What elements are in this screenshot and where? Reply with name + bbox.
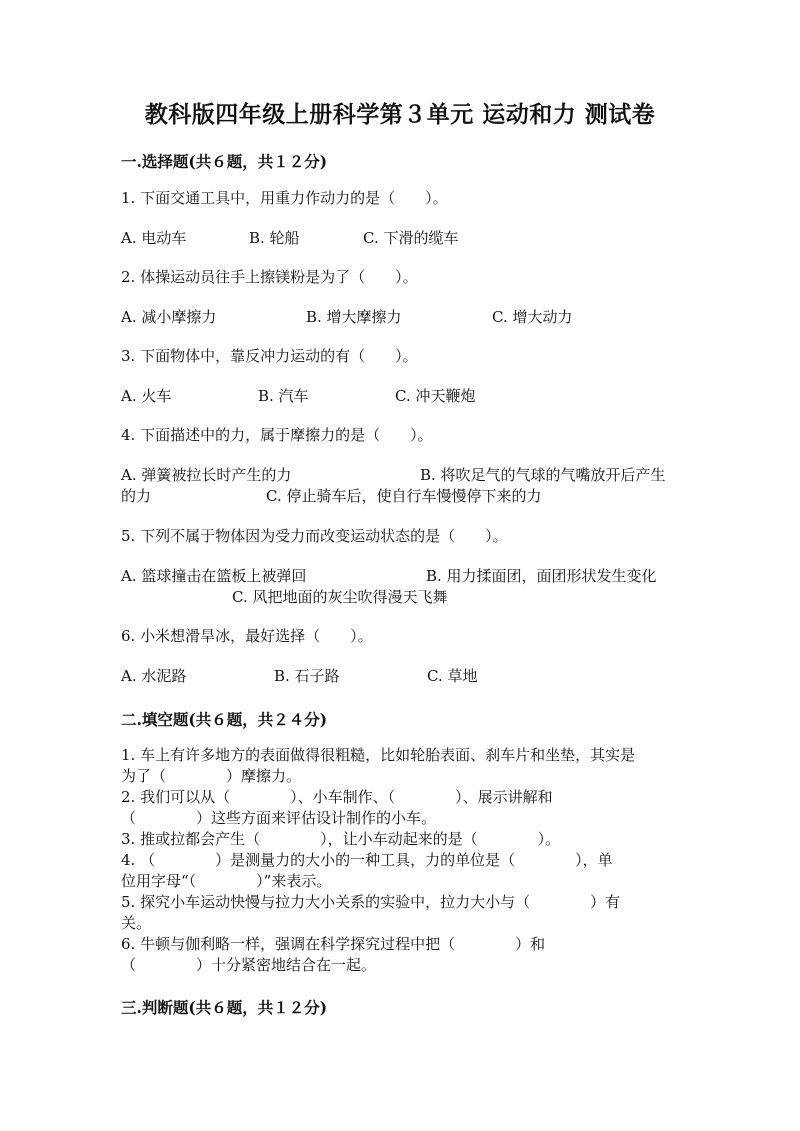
question-option-continuation: 的力: [121, 487, 152, 505]
question-stem: 2. 体操运动员往手上擦镁粉是为了（ ）。: [121, 268, 418, 286]
fill-in-line: 位用字母“（ ）”来表示。: [121, 872, 332, 890]
question-option: B. 将吹足气的气球的气嘴放开后产生: [420, 466, 666, 484]
page-title: 教科版四年级上册科学第３单元 运动和力 测试卷: [144, 101, 656, 128]
question-option: B. 用力揉面团，面团形状发生变化: [426, 567, 657, 585]
fill-in-line: （ ）这些方面来评估设计制作的小车。: [121, 809, 437, 827]
question-option: B. 石子路: [274, 667, 340, 685]
question-stem: 3. 下面物体中，靠反冲力运动的有（ ）。: [121, 347, 418, 365]
question-stem: 5. 下列不属于物体因为受力而改变运动状态的是（ ）。: [121, 527, 508, 545]
question-option: C. 冲天鞭炮: [395, 387, 476, 405]
question-option: A. 篮球撞击在篮板上被弹回: [121, 567, 307, 585]
question-option: A. 减小摩擦力: [121, 308, 217, 326]
question-option: A. 火车: [121, 387, 172, 405]
section-heading-true-false: 三.判断题(共６题，共１２分): [121, 998, 328, 1017]
question-option: B. 汽车: [258, 387, 309, 405]
question-option: B. 轮船: [249, 229, 300, 247]
question-option: C. 草地: [427, 667, 478, 685]
question-option: C. 风把地面的灰尘吹得漫天飞舞: [232, 588, 448, 606]
fill-in-line: 6. 牛顿与伽利略一样，强调在科学探究过程中把（ ）和: [121, 935, 546, 953]
question-option: A. 电动车: [121, 229, 187, 247]
question-stem: 4. 下面描述中的力，属于摩擦力的是（ ）。: [121, 426, 433, 444]
question-option: B. 增大摩擦力: [306, 308, 402, 326]
fill-in-line: （ ）十分紧密地结合在一起。: [121, 956, 377, 974]
question-option: C. 停止骑车后，使自行车慢慢停下来的力: [266, 487, 542, 505]
section-heading-fill-in: 二.填空题(共６题，共２４分): [121, 710, 328, 729]
question-stem: 1. 下面交通工具中，用重力作动力的是（ ）。: [121, 189, 448, 207]
question-option: C. 增大动力: [492, 308, 573, 326]
question-option: C. 下滑的缆车: [363, 229, 459, 247]
section-heading-multiple-choice: 一.选择题(共６题，共１２分): [121, 152, 328, 171]
fill-in-line: 为了（ ）摩擦力。: [121, 767, 302, 785]
fill-in-line: 关。: [121, 914, 152, 932]
fill-in-line: 4. （ ）是测量力的大小的一种工具，力的单位是（ ），单: [121, 851, 613, 869]
fill-in-line: 3. 推或拉都会产生（ ），让小车动起来的是（ ）。: [121, 830, 561, 848]
fill-in-line: 5. 探究小车运动快慢与拉力大小关系的实验中，拉力大小与（ ）有: [121, 893, 621, 911]
question-option: A. 弹簧被拉长时产生的力: [121, 466, 292, 484]
fill-in-line: 1. 车上有许多地方的表面做得很粗糙，比如轮胎表面、刹车片和坐垫，其实是: [121, 746, 636, 764]
fill-in-line: 2. 我们可以从（ ）、小车制作、（ ）、展示讲解和: [121, 788, 553, 806]
question-option: A. 水泥路: [121, 667, 187, 685]
question-stem: 6. 小米想滑旱冰，最好选择（ ）。: [121, 627, 373, 645]
